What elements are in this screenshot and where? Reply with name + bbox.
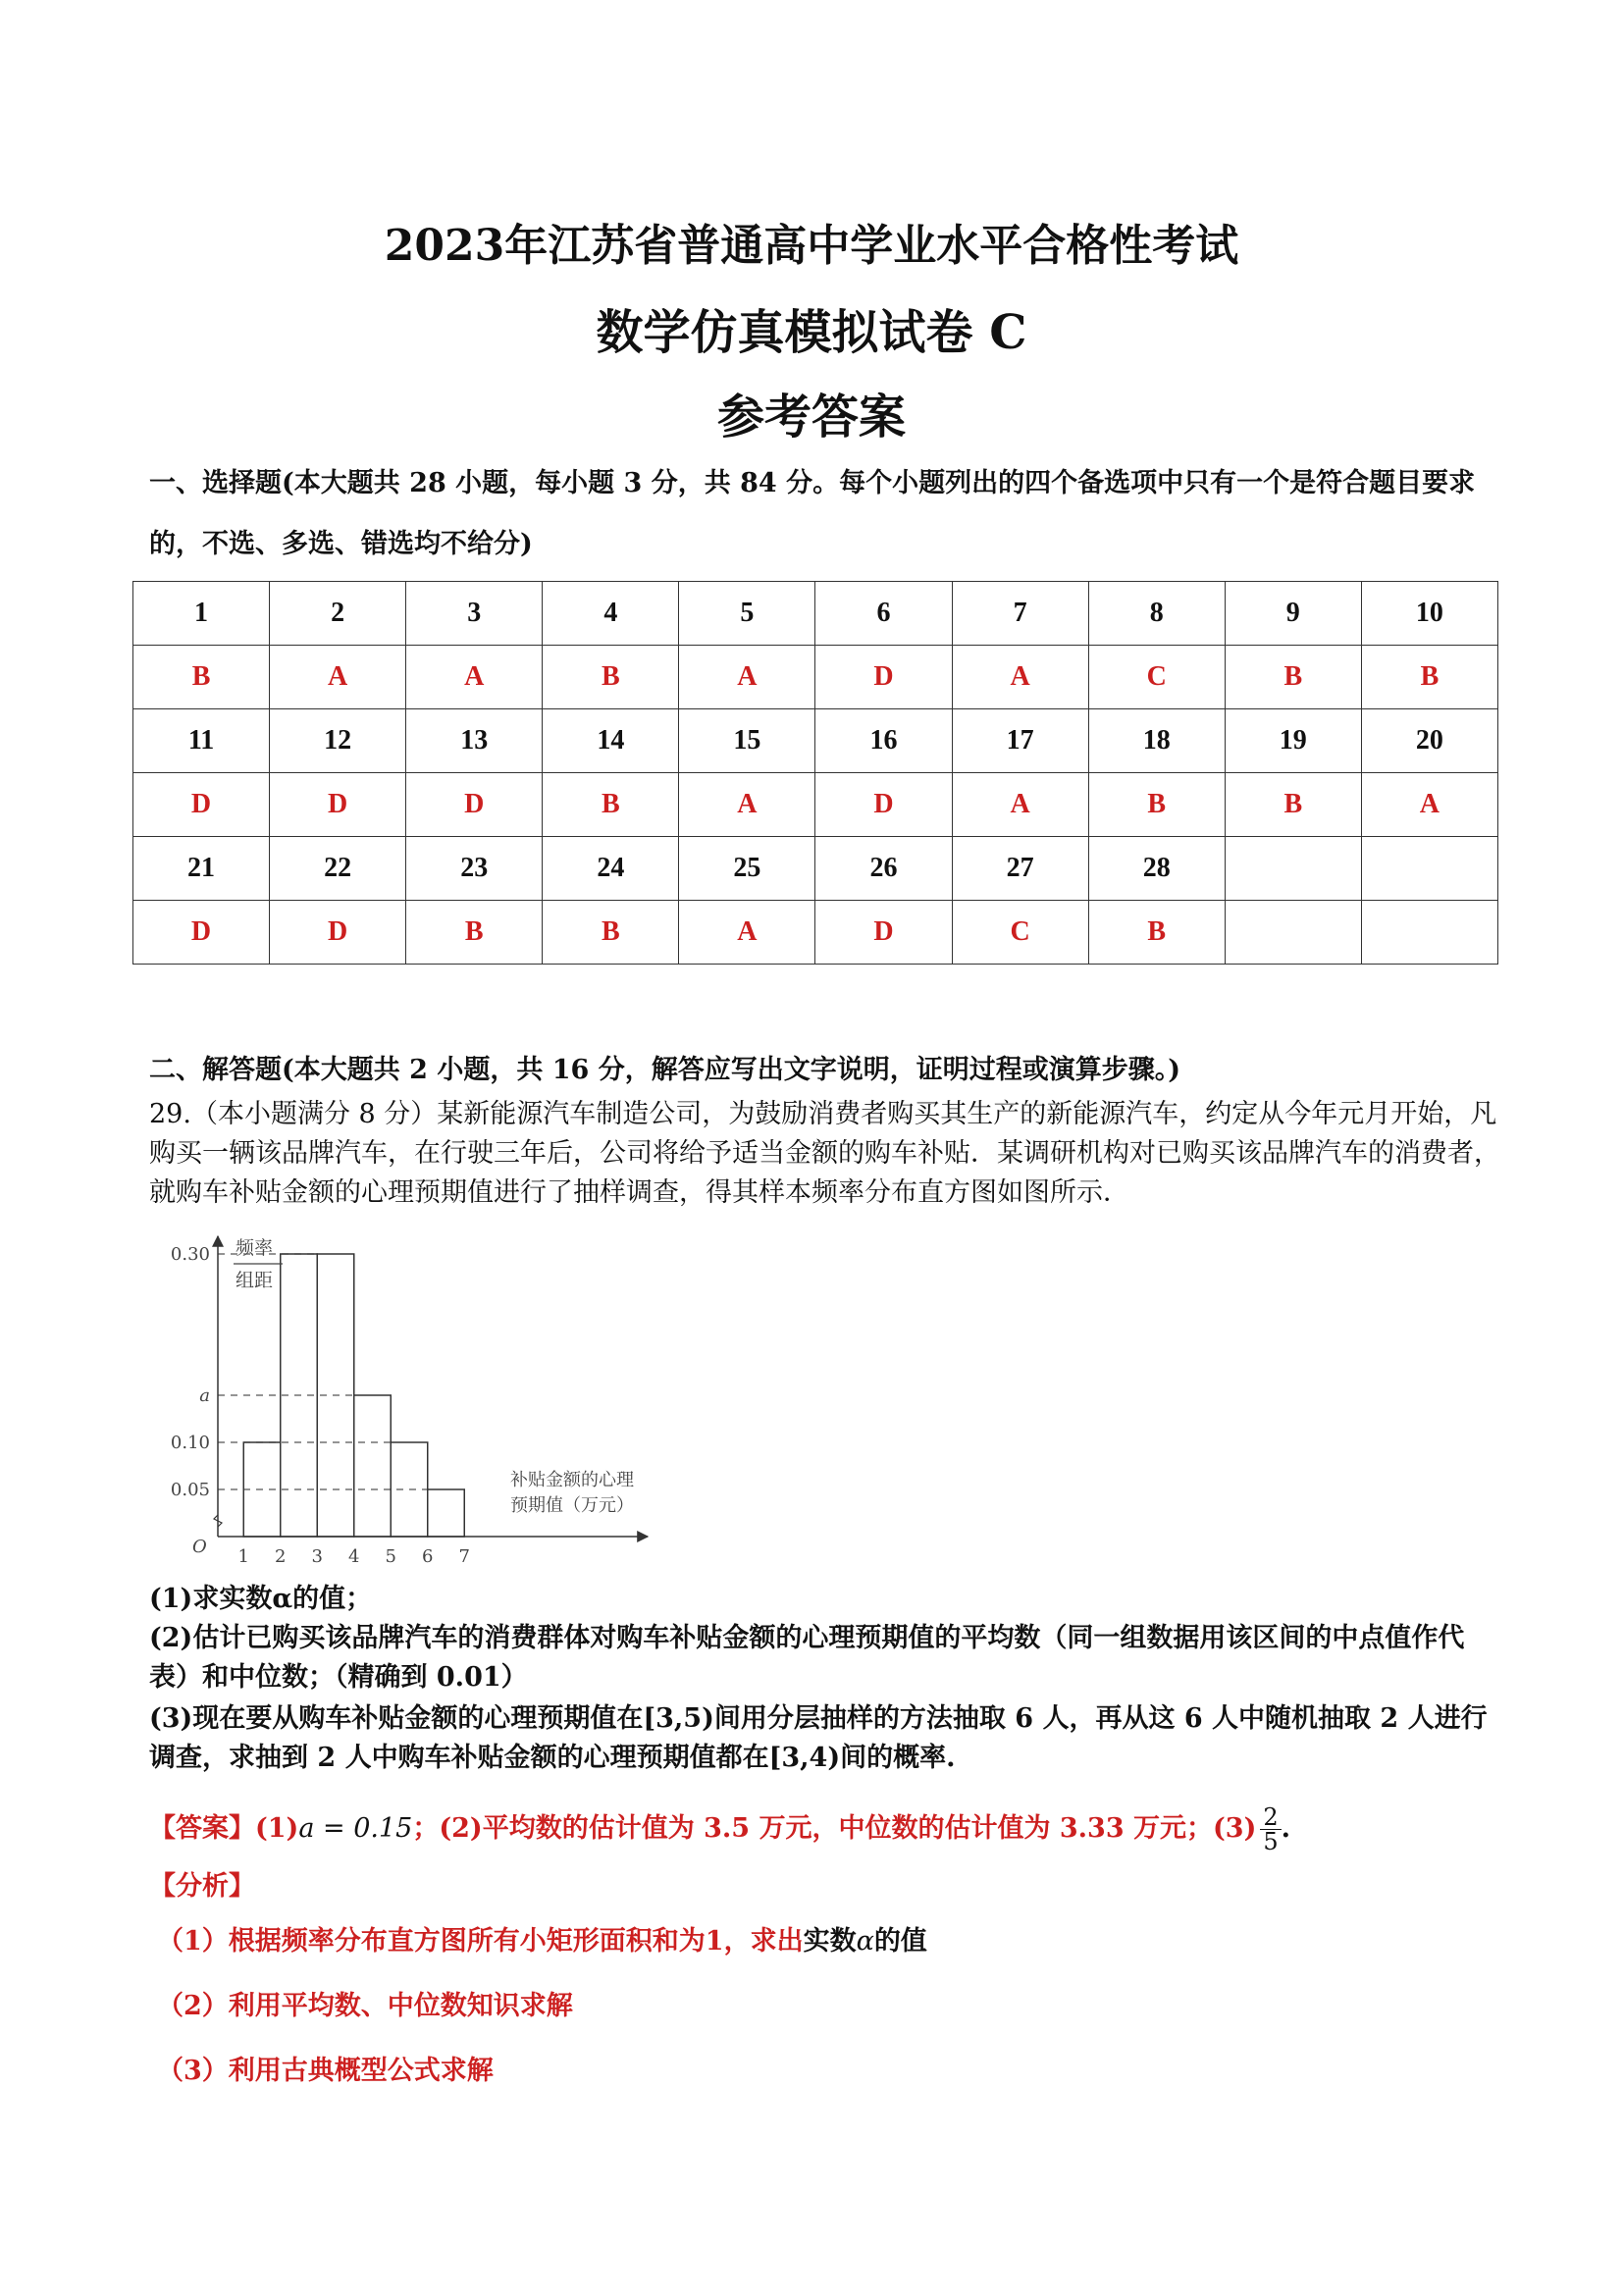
answer-cell: D <box>406 773 543 837</box>
y-tick-label: 0.30 <box>170 1244 210 1265</box>
answer-cell: A <box>679 901 815 965</box>
analysis-item-1-post: 的值 <box>873 1926 927 1957</box>
question-number-cell <box>1225 837 1361 901</box>
answer-cell: A <box>679 646 815 709</box>
fraction-denominator: 5 <box>1263 1828 1279 1855</box>
y-label-top: 频率 <box>236 1237 274 1259</box>
answer-cell: D <box>270 773 406 837</box>
answer-cell <box>1225 901 1361 965</box>
x-tick-label: 1 <box>237 1546 249 1567</box>
answer-cell: B <box>543 646 679 709</box>
answer-cell: B <box>543 773 679 837</box>
question-number-cell: 7 <box>952 582 1088 646</box>
question-number-cell: 11 <box>133 709 270 773</box>
question-number-cell: 4 <box>543 582 679 646</box>
answer-cell: A <box>679 773 815 837</box>
x-label-line2: 预期值（万元） <box>510 1495 634 1516</box>
answer-cell: D <box>815 773 952 837</box>
y-tick-label: 0.10 <box>170 1433 210 1453</box>
answer-row <box>133 646 1498 709</box>
y-tick-label: 0.05 <box>170 1480 210 1500</box>
answer-cell: D <box>133 901 270 965</box>
answer-label: 【答案】 <box>149 1813 255 1844</box>
question-number-cell <box>1361 837 1497 901</box>
analysis-item-1-var: α <box>856 1926 874 1957</box>
title-line-3: 参考答案 <box>716 390 906 444</box>
x-tick-label: 6 <box>422 1546 434 1567</box>
question-number-cell: 21 <box>133 837 270 901</box>
answer-cell: A <box>270 646 406 709</box>
answer-cell: A <box>952 646 1088 709</box>
answer-cell: B <box>1361 646 1497 709</box>
question-number-cell: 23 <box>406 837 543 901</box>
x-tick-label: 3 <box>311 1546 323 1567</box>
answer-cell: A <box>952 773 1088 837</box>
question-number-cell: 28 <box>1088 837 1225 901</box>
x-tick-label: 4 <box>348 1546 360 1567</box>
answer-cell: B <box>1088 901 1225 965</box>
question-number-cell: 5 <box>679 582 815 646</box>
analysis-item-2: （2）利用平均数、中位数知识求解 <box>157 1991 573 2021</box>
analysis-item-1 <box>157 1919 927 1957</box>
analysis-heading: 【分析】 <box>149 1871 255 1902</box>
answer-part2: ；(2)平均数的估计值为 3.5 万元，中位数的估计值为 3.33 万元；(3) <box>412 1813 1257 1844</box>
answer-row <box>133 773 1498 837</box>
question-number-cell: 14 <box>543 709 679 773</box>
question-number-cell: 9 <box>1225 582 1361 646</box>
number-row <box>133 837 1498 901</box>
title-line-1: 2023年江苏省普通高中学业水平合格性考试 <box>384 221 1239 271</box>
question-number-cell: 15 <box>679 709 815 773</box>
subquestion-3: (3)现在要从购车补贴金额的心理预期值在[3,5)间用分层抽样的方法抽取 6 人，再从这 6 人中随机抽取 2 人进行调查，求抽到 2 人中购车补贴金额的心理预期值都在[3,4)间的概率. <box>149 1703 1488 1773</box>
question-number-cell: 1 <box>133 582 270 646</box>
y-tick-label: a <box>199 1385 210 1406</box>
fraction-numerator: 2 <box>1260 1805 1281 1830</box>
origin-label: O <box>192 1537 207 1557</box>
analysis-item-1-black: 实数 <box>803 1926 857 1957</box>
question-number-cell: 13 <box>406 709 543 773</box>
answer-cell: D <box>815 901 952 965</box>
subquestion-2: (2)估计已购买该品牌汽车的消费群体对购车补贴金额的心理预期值的平均数（同一组数据用该区间的中点值作代表）和中位数；（精确到 0.01） <box>149 1623 1465 1693</box>
answer-part1-math: a = 0.15 <box>298 1813 413 1844</box>
answer-end: . <box>1281 1813 1291 1844</box>
number-row <box>133 582 1498 646</box>
x-tick-label: 7 <box>458 1546 470 1567</box>
histogram-bar <box>354 1395 392 1537</box>
analysis-item-3: （3）利用古典概型公式求解 <box>157 2056 494 2086</box>
answer-row <box>133 901 1498 965</box>
question-29-text: 29.（本小题满分 8 分）某新能源汽车制造公司，为鼓励消费者购买其生产的新能源汽车，约定从今年元月开始，凡购买一辆该品牌汽车，在行驶三年后，公司将给予适当金额的购车补贴．某调研机构对已购买该品牌汽车的消费者，就购车补贴金额的心理预期值进行了抽样调查，得其样本频率分布直方图如图所示． <box>149 1099 1500 1208</box>
answer-cell: B <box>543 901 679 965</box>
section1-heading: 一、选择题(本大题共 28 小题，每小题 3 分，共 84 分。每个小题列出的四个备选项中只有一个是符合题目要求的，不选、多选、错选均不给分) <box>149 468 1476 559</box>
answer-fraction <box>1260 1805 1281 1853</box>
answer-cell <box>1361 901 1497 965</box>
number-row <box>133 709 1498 773</box>
answer-cell: C <box>1088 646 1225 709</box>
section2-heading: 二、解答题(本大题共 2 小题，共 16 分，解答应写出文字说明，证明过程或演算步骤。) <box>149 1055 1181 1085</box>
question-number-cell: 6 <box>815 582 952 646</box>
answer-cell: D <box>133 773 270 837</box>
question-number-cell: 3 <box>406 582 543 646</box>
x-label-line1: 补贴金额的心理 <box>510 1470 634 1490</box>
answer-cell: B <box>133 646 270 709</box>
question-number-cell: 16 <box>815 709 952 773</box>
question-number-cell: 18 <box>1088 709 1225 773</box>
question-number-cell: 26 <box>815 837 952 901</box>
x-tick-label: 5 <box>385 1546 396 1567</box>
answer-cell: B <box>1225 773 1361 837</box>
answer-table <box>132 581 1498 965</box>
answer-line <box>149 1805 1290 1853</box>
question-number-cell: 20 <box>1361 709 1497 773</box>
answer-part1-label: (1) <box>255 1813 299 1844</box>
answer-cell: B <box>1225 646 1361 709</box>
analysis-item-1-pre: （1）根据频率分布直方图所有小矩形面积和为1，求出 <box>157 1926 804 1957</box>
question-number-cell: 19 <box>1225 709 1361 773</box>
histogram-chart <box>147 1225 697 1578</box>
question-number-cell: 10 <box>1361 582 1497 646</box>
answer-cell: B <box>1088 773 1225 837</box>
question-number-cell: 12 <box>270 709 406 773</box>
x-tick-label: 2 <box>275 1546 287 1567</box>
question-number-cell: 2 <box>270 582 406 646</box>
question-number-cell: 8 <box>1088 582 1225 646</box>
histogram-bar <box>428 1489 465 1537</box>
answer-cell: A <box>1361 773 1497 837</box>
answer-cell: B <box>406 901 543 965</box>
y-label-bottom: 组距 <box>236 1270 274 1291</box>
question-number-cell: 24 <box>543 837 679 901</box>
question-number-cell: 25 <box>679 837 815 901</box>
question-number-cell: 17 <box>952 709 1088 773</box>
answer-cell: D <box>270 901 406 965</box>
answer-cell: A <box>406 646 543 709</box>
answer-cell: C <box>952 901 1088 965</box>
subquestion-1: (1)求实数α的值； <box>149 1584 373 1614</box>
title-line-2: 数学仿真模拟试卷 C <box>596 305 1027 360</box>
answer-cell: D <box>815 646 952 709</box>
question-number-cell: 22 <box>270 837 406 901</box>
question-number-cell: 27 <box>952 837 1088 901</box>
